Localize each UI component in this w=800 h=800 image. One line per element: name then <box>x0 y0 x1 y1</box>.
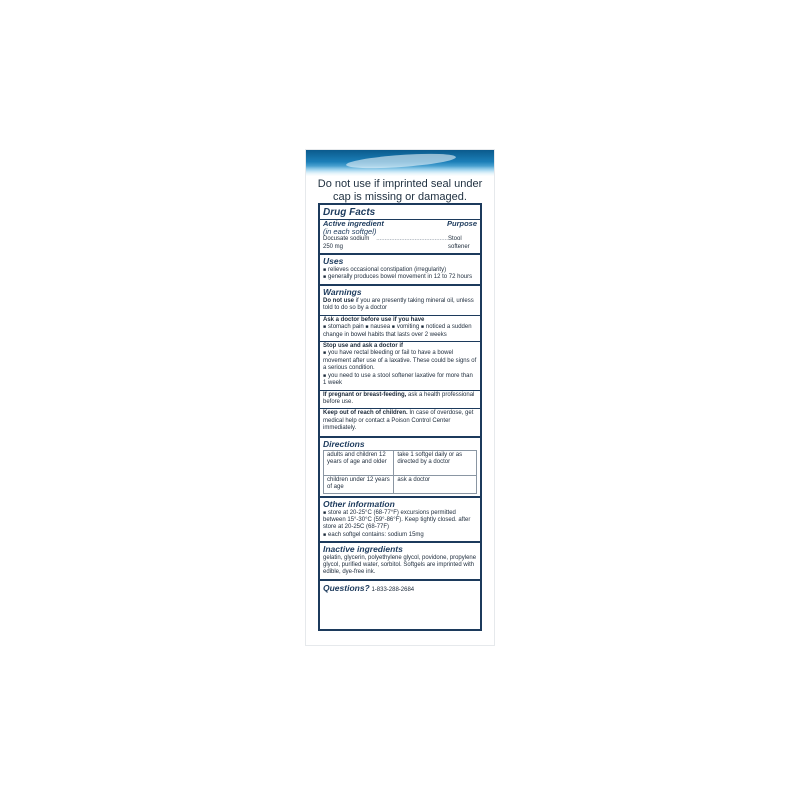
ask-doctor-block <box>323 316 477 340</box>
warnings-section <box>320 286 480 438</box>
inactive-ingredients-title: Inactive ingredients <box>323 544 403 555</box>
warnings-title: Warnings <box>323 286 362 297</box>
uses-title: Uses <box>323 256 344 267</box>
pregnancy-text: ask a health professional before use. <box>323 391 475 405</box>
directions-table <box>323 450 477 494</box>
stop-use-heading: Stop use and ask a doctor if <box>323 343 404 350</box>
uses-item: ■ generally produces bowel movement in 12 to 72 hours <box>323 274 477 281</box>
ask-doctor-item: ■ stomach pain <box>323 324 364 330</box>
active-ingredient-subheading: (in each softgel) <box>323 227 377 237</box>
stop-use-item: ■ you need to use a stool softener laxative for more than 1 week <box>323 373 477 388</box>
do-not-use-label: Do not use <box>323 298 354 305</box>
do-not-use-block <box>323 297 477 314</box>
purpose-heading: Purpose <box>446 219 477 228</box>
questions-phone: 1-833-288-2684 <box>371 586 415 593</box>
questions-section <box>320 581 480 596</box>
keep-out-text: In case of overdose, get medical help or contact a Poison Control Center immediately. <box>323 410 474 432</box>
ask-doctor-item: ■ nausea <box>365 324 390 330</box>
keep-out-label: Keep out of reach of children. <box>323 410 408 417</box>
uses-item: ■ relieves occasional constipation (irregularity) <box>323 267 477 274</box>
seal-notice: Do not use if imprinted seal under cap is missing or damaged. <box>317 178 483 203</box>
other-information-title: Other information <box>323 499 395 510</box>
drug-facts-title: Drug Facts <box>323 207 376 218</box>
inactive-ingredients-section <box>320 543 480 581</box>
keep-out-block <box>323 409 477 433</box>
product-box-back-panel <box>306 150 494 645</box>
directions-who: children under 12 years of age <box>324 476 394 494</box>
uses-section <box>320 255 480 285</box>
active-ingredient-heading: Active ingredient <box>323 219 384 228</box>
box-top-graphic <box>306 150 494 176</box>
ask-doctor-item: ■ vomiting <box>392 324 419 330</box>
stop-use-item: ■ you have rectal bleeding or fail to have a bowel movement after use of a laxative. These could be signs of a serious condition. <box>323 350 477 372</box>
directions-dose: take 1 softgel daily or as directed by a doctor <box>394 451 477 476</box>
ask-doctor-heading: Ask a doctor before use if you have <box>323 316 425 323</box>
directions-section <box>320 438 480 499</box>
directions-who: adults and children 12 years of age and older <box>324 451 394 476</box>
do-not-use-text: if you are presently taking mineral oil, unless told to do so by a doctor <box>323 298 474 312</box>
table-row <box>324 451 477 476</box>
ask-doctor-item: ■ noticed a sudden change in bowel habits that lasts over 2 weeks <box>323 324 472 337</box>
directions-dose: ask a doctor <box>394 476 477 494</box>
active-ingredient-purpose: Stool softener <box>447 236 470 250</box>
pregnancy-label: If pregnant or breast-feeding, <box>323 391 407 398</box>
pregnancy-block <box>323 391 477 408</box>
questions-title: Questions? <box>323 582 370 593</box>
inactive-ingredients-text: gelatin, glycerin, polyethylene glycol, povidone, propylene glycol, purified water, sorbitol. Softgels are imprinted with edible, dye-free ink. <box>323 554 477 576</box>
other-information-item: ■ store at 20-25°C (68-77°F) excursions permitted between 15°-30°C (59°-86°F). Keep tightly closed. after store at 20-25C (68-77F) <box>323 510 477 532</box>
active-ingredient-name: Docusate sodium 250 mg <box>323 236 370 250</box>
active-ingredient-section <box>320 205 480 255</box>
box-fade-graphic <box>306 166 494 176</box>
directions-title: Directions <box>323 438 365 449</box>
leader-dots: ........................................... <box>376 236 448 243</box>
other-information-item: ■ each softgel contains: sodium 15mg <box>323 532 477 539</box>
drug-facts-panel <box>318 203 482 631</box>
other-information-section <box>320 498 480 543</box>
active-ingredient-row <box>323 236 477 251</box>
table-row <box>324 476 477 494</box>
stop-use-block <box>323 342 477 388</box>
